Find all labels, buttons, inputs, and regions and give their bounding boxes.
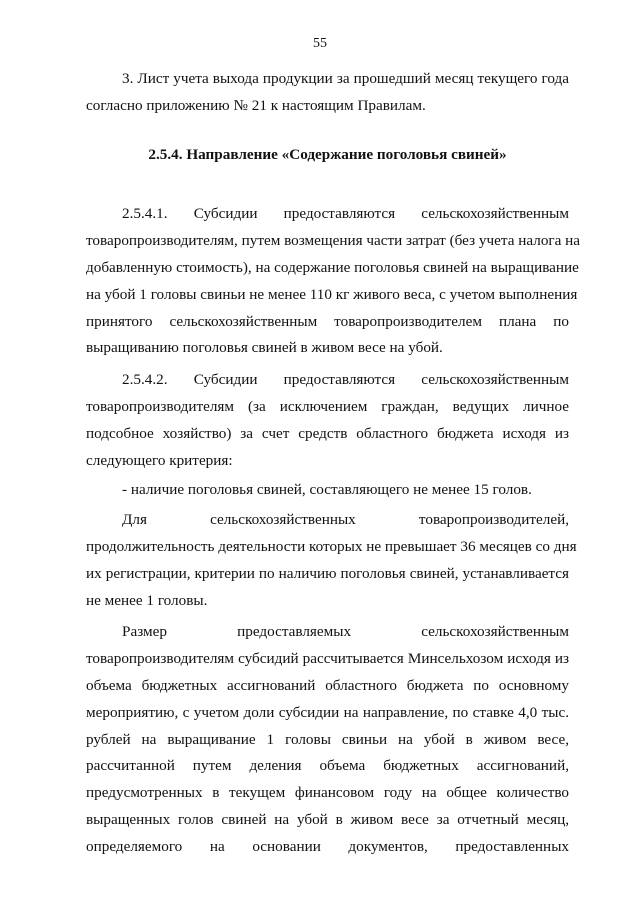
text-line: объема бюджетных ассигнований областного бюджета по основному (86, 676, 569, 694)
text-line: следующего критерия: (86, 451, 233, 469)
text-line: рублей на выращивание 1 головы свиньи на убой в живом весе, (86, 730, 569, 748)
document-body (86, 66, 581, 861)
paragraph-new-producers (86, 507, 577, 614)
text-line: на убой 1 головы свиньи не менее 110 кг живого веса, с учетом выполнения (86, 285, 578, 303)
page-number: 55 (313, 36, 327, 51)
text-line: определяемого на основании документов, предоставленных (86, 837, 569, 855)
text-line: - наличие поголовья свиней, составляющего не менее 15 голов. (122, 481, 532, 499)
text-line: товаропроизводителям, путем возмещения части затрат (без учета налога на (86, 232, 581, 250)
text-line: их регистрации, критерии по наличию поголовья свиней, устанавливается (86, 564, 569, 582)
text-line: 2.5.4.2. Субсидии предоставляются сельскохозяйственным (122, 371, 569, 389)
paragraph-2-5-4-1 (86, 201, 581, 362)
text-line: товаропроизводителям субсидий рассчитывается Минсельхозом исходя из (86, 650, 569, 668)
text-line: подсобное хозяйство) за счет средств областного бюджета исходя из (86, 424, 569, 442)
text-line: рассчитанной путем деления объема бюджетных ассигнований, (86, 757, 569, 775)
text-line: продолжительность деятельности которых не превышает 36 месяцев со дня (86, 537, 577, 555)
paragraph-subsidy-amount (86, 619, 569, 860)
text-line: 2.5.4.1. Субсидии предоставляются сельскохозяйственным (122, 205, 569, 223)
paragraph-item-3 (86, 66, 569, 120)
paragraph-criterion (86, 477, 569, 504)
text-line: добавленную стоимость), на содержание поголовья свиней на выращивание (86, 258, 579, 276)
text-line: мероприятию, с учетом доли субсидии на направление, по ставке 4,0 тыс. (86, 703, 569, 721)
paragraph-2-5-4-2 (86, 367, 569, 474)
text-line: не менее 1 головы. (86, 591, 208, 609)
text-line: Для сельскохозяйственных товаропроизводителей, (122, 511, 569, 529)
text-line: выращенных голов свиней на убой в живом весе за отчетный месяц, (86, 810, 569, 828)
text-line: 3. Лист учета выхода продукции за прошедший месяц текущего года (122, 70, 569, 87)
text-line: предусмотренных в текущем финансовом году на общее количество (86, 784, 569, 802)
text-line: принятого сельскохозяйственным товаропроизводителем плана по (86, 312, 569, 330)
section-heading: 2.5.4. Направление «Содержание поголовья свиней» (148, 145, 507, 163)
text-line: выращиванию поголовья свиней в живом весе на убой. (86, 339, 443, 357)
text-line: Размер предоставляемых сельскохозяйственным (122, 623, 569, 641)
text-line: согласно приложению № 21 к настоящим Правилам. (86, 96, 426, 114)
text-line: товаропроизводителям (за исключением граждан, ведущих личное (86, 397, 569, 415)
